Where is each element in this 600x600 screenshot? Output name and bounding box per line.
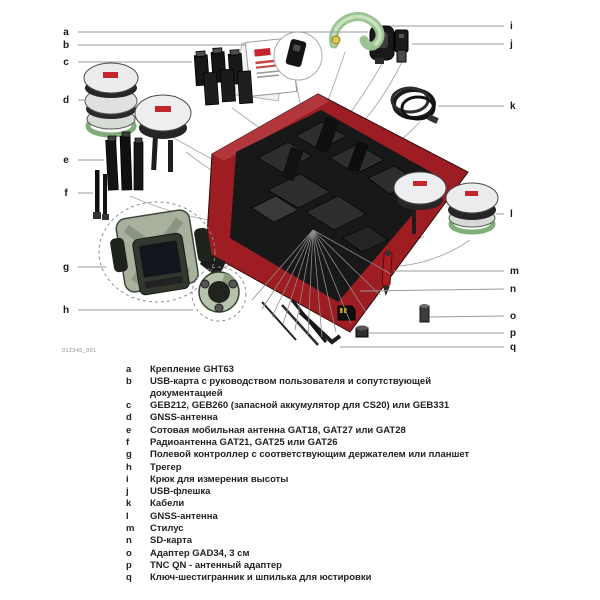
legend-row (126, 498, 526, 510)
legend-key: p (126, 559, 132, 571)
legend-row (126, 535, 526, 547)
label-j: j (510, 39, 513, 50)
label-f: f (64, 188, 68, 199)
legend-key: q (126, 572, 132, 584)
label-k: k (510, 101, 516, 112)
legend-text: Трегер (150, 461, 182, 473)
legend-text: GEB212, GEB260 (запасной аккумулятор для CS20) или GEB331 (150, 400, 450, 412)
legend-row (126, 486, 526, 498)
label-i: i (510, 21, 513, 32)
label-m: m (510, 266, 519, 277)
legend-key: k (126, 498, 132, 510)
tnc-qn-adapter (356, 326, 368, 338)
legend-key: a (126, 364, 132, 375)
legend-key: n (126, 535, 132, 547)
label-a: a (63, 27, 69, 38)
legend-key: c (126, 400, 132, 412)
label-l: l (510, 209, 513, 220)
legend-key: h (126, 461, 132, 473)
legend-key: e (126, 424, 132, 436)
label-q: q (510, 342, 517, 353)
label-o: o (510, 311, 517, 322)
legend-text: TNC QN - антенный адаптер (150, 559, 282, 571)
label-c: c (63, 57, 69, 68)
legend-key: l (126, 510, 129, 522)
legend-key: b (126, 376, 132, 388)
legend-row (126, 412, 526, 424)
legend-row (126, 560, 526, 572)
legend-text: Кабели (150, 498, 185, 510)
transport-case (200, 94, 468, 332)
label-e: e (63, 155, 69, 166)
legend-text: Радиоантенна GAT21, GAT25 или GAT26 (150, 437, 338, 448)
label-n: n (510, 284, 517, 295)
label-d: d (62, 95, 70, 106)
legend-row (126, 572, 526, 584)
legend-text: GNSS-антенна (150, 412, 218, 424)
legend-text: Стилус (150, 522, 184, 534)
label-h: h (62, 305, 70, 316)
usb-flash-drive (395, 30, 408, 62)
legend-row (126, 449, 526, 461)
legend-text: Сотовая мобильная антенна GAT18, GAT27 или GAT28 (150, 424, 406, 436)
tribrach (192, 267, 246, 321)
label-g: g (62, 262, 70, 273)
legend-key: m (126, 522, 135, 534)
legend-text: GNSS-антенна (150, 510, 218, 522)
legend-row (126, 364, 526, 376)
legend-row (126, 425, 526, 437)
legend-key: d (126, 412, 132, 424)
legend-key: f (126, 437, 130, 448)
legend-key: i (126, 473, 129, 485)
legend-text: Ключ-шестигранник и шпилька для юстировки (150, 572, 372, 584)
figure-id: 012345_001 (62, 348, 97, 354)
legend-key: j (126, 486, 129, 498)
legend-text: Крюк для измерения высоты (150, 473, 289, 485)
legend-row (126, 474, 526, 486)
legend-key: o (126, 547, 132, 559)
legend-text: Крепление GHT63 (150, 364, 234, 375)
legend-text: USB-флешка (150, 486, 211, 498)
legend-row (126, 548, 526, 560)
cellular-antennas (106, 132, 143, 190)
legend-list (126, 364, 526, 584)
legend-row (126, 376, 526, 399)
magnified-connector-detail (274, 32, 322, 80)
label-b: b (62, 40, 70, 51)
legend-row (126, 462, 526, 474)
legend-key: g (126, 449, 132, 461)
legend-row (126, 511, 526, 523)
legend-text: Полевой контроллер с соответствующим держателем или планшет (150, 449, 470, 461)
legend-row (126, 523, 526, 535)
legend-text: Адаптер GAD34, 3 см (150, 547, 250, 559)
legend-text: SD-карта (150, 535, 193, 547)
radio-antennas (93, 170, 109, 220)
field-controller-with-holder (99, 202, 215, 302)
label-p: p (510, 328, 517, 339)
legend-row (126, 437, 526, 449)
legend-row (126, 400, 526, 412)
cables (392, 88, 439, 124)
gad34-adapter (420, 304, 429, 322)
legend-text: USB-карта с руководством пользователя и сопутствующей документацией (150, 376, 432, 399)
